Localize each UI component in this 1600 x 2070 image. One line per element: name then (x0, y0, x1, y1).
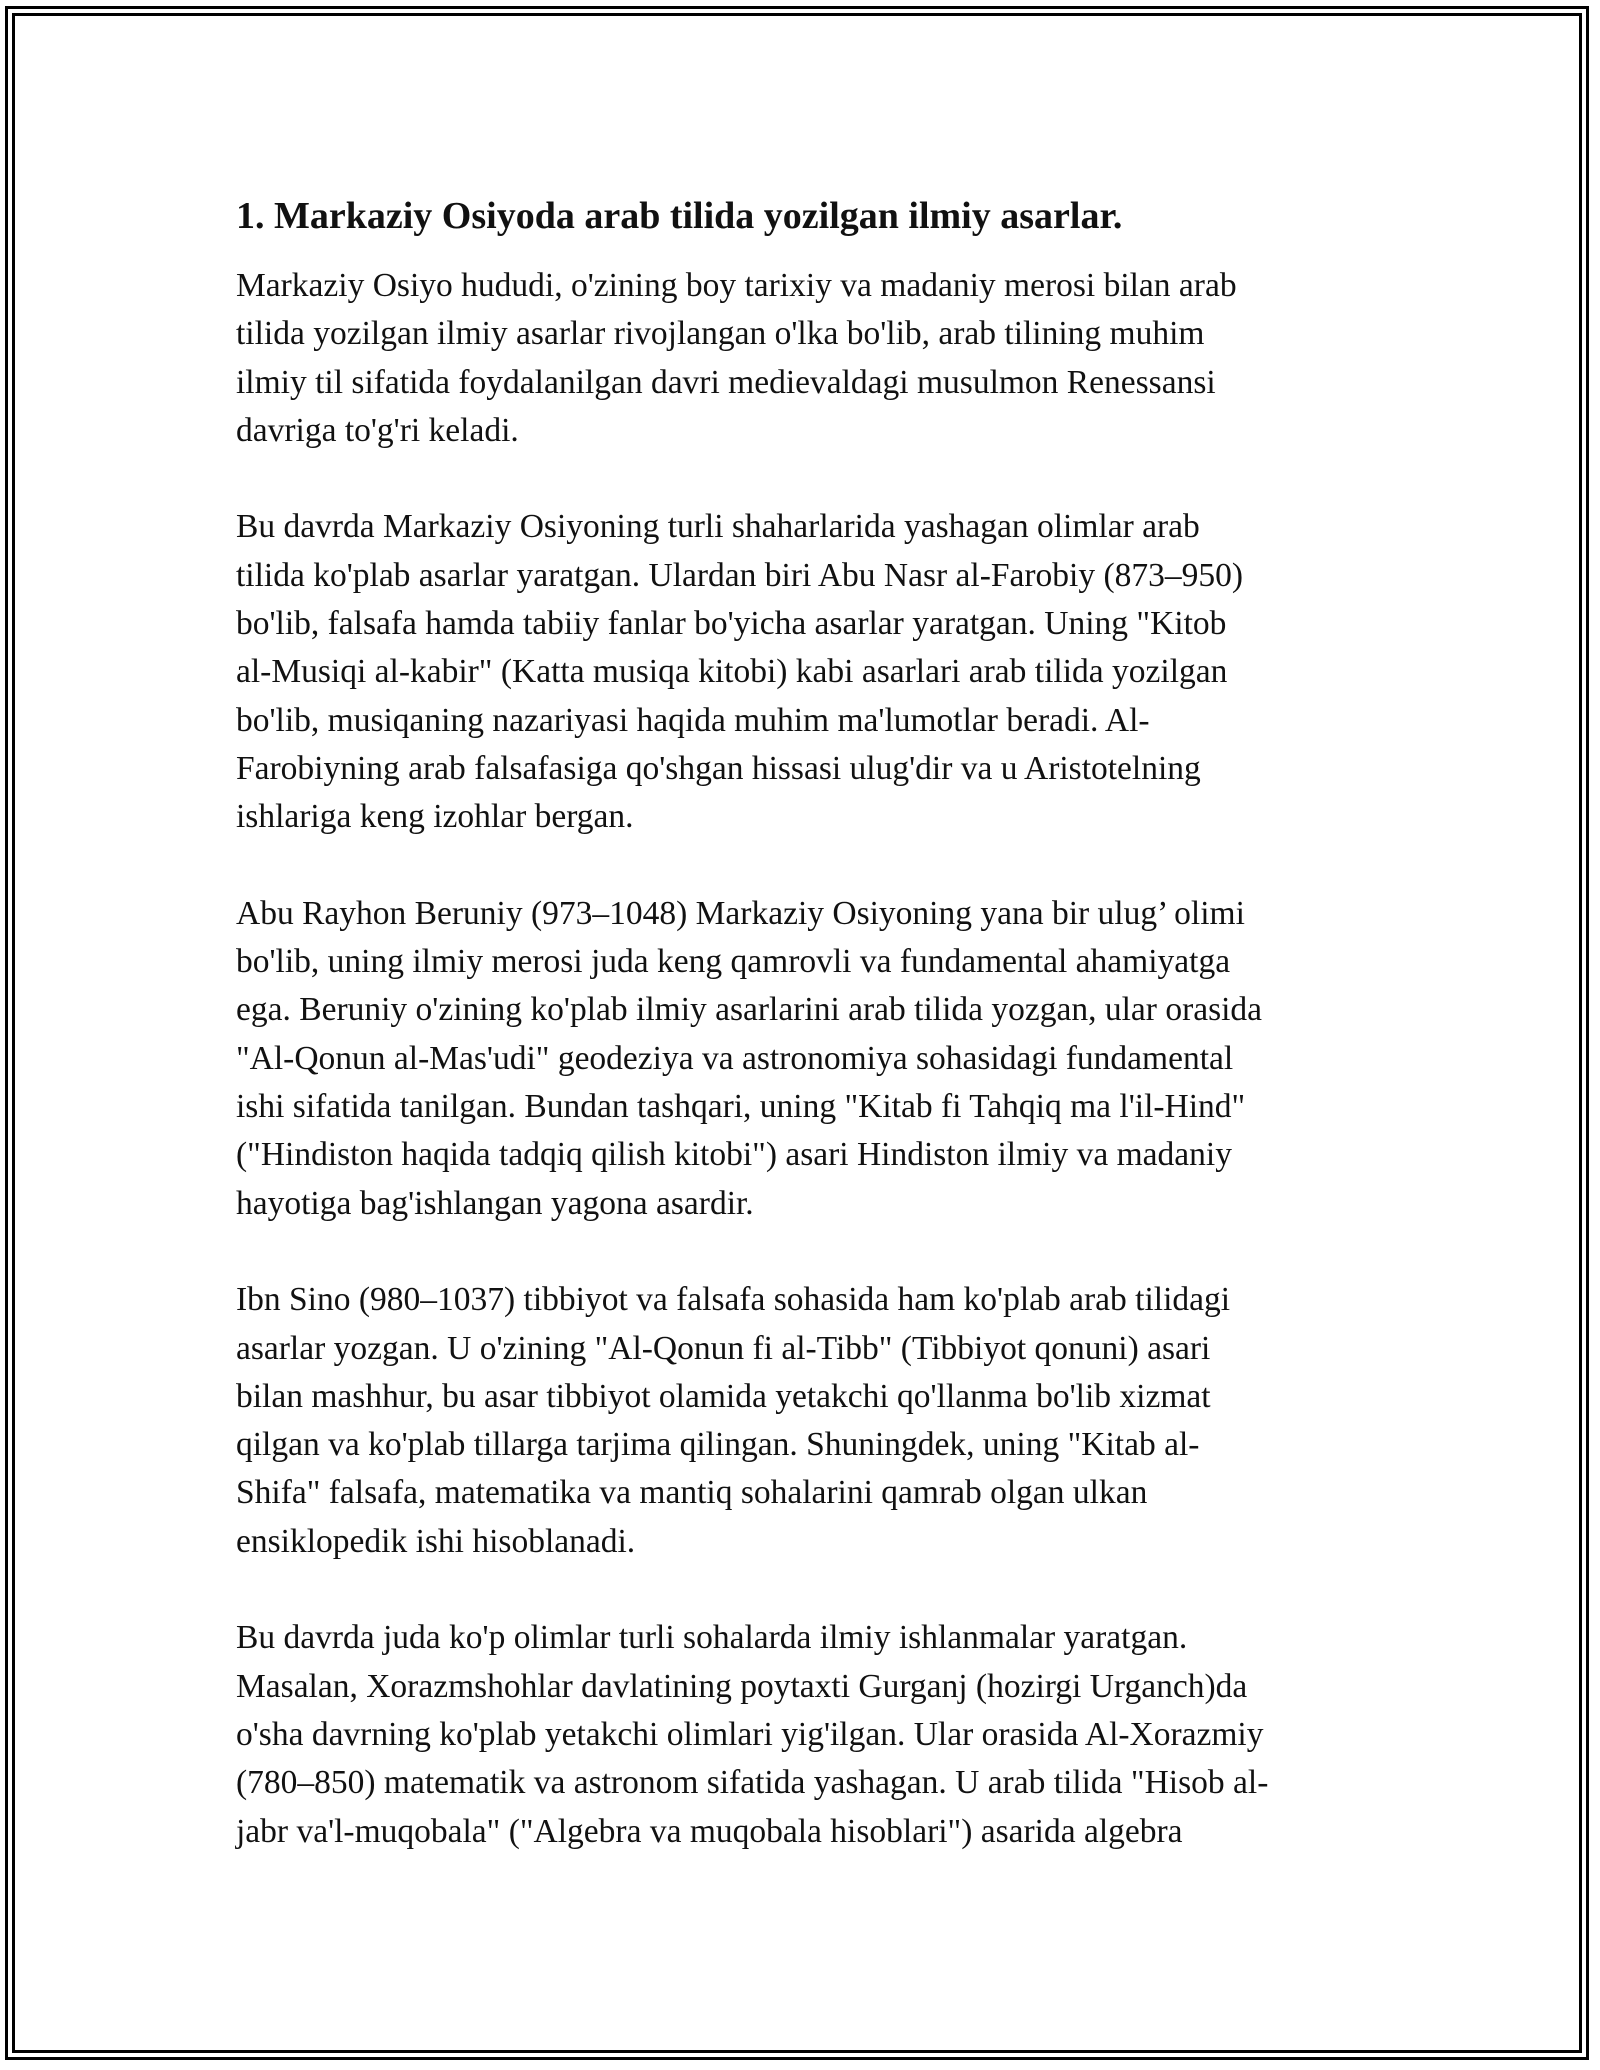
paragraph-line: ensiklopedik ishi hisoblanadi. (236, 1522, 636, 1560)
paragraph-beruniy (236, 890, 1384, 1228)
paragraph-line: bo'lib, uning ilmiy merosi juda keng qamrovli va fundamental ahamiyatga (236, 943, 1231, 981)
paragraph-line: ilmiy til sifatida foydalanilgan davri medievaldagi musulmon Renessansi (236, 363, 1216, 401)
paragraph-line: Shifa" falsafa, matematika va mantiq sohalarini qamrab olgan ulkan (236, 1474, 1148, 1512)
paragraph-line: jabr va'l-muqobala" ("Algebra va muqobala hisoblari") asarida algebra (236, 1812, 1183, 1850)
paragraph-line: bo'lib, musiqaning nazariyasi haqida muhim ma'lumotlar beradi. Al- (236, 701, 1150, 739)
paragraph-line: ishi sifatida tanilgan. Bundan tashqari, uning "Kitab fi Tahqiq ma l'il-Hind" (236, 1088, 1246, 1126)
paragraph-intro (236, 262, 1384, 455)
paragraph-line: Ibn Sino (980–1037) tibbiyot va falsafa sohasida ham ko'plab arab tilidagi (236, 1281, 1231, 1319)
paragraph-line: (780–850) matematik va astronom sifatida yashagan. U arab tilida "Hisob al- (236, 1764, 1269, 1802)
paragraph-line: bo'lib, falsafa hamda tabiiy fanlar bo'yicha asarlar yaratgan. Uning "Kitob (236, 605, 1227, 643)
paragraph-line: Bu davrda juda ko'p olimlar turli sohalarda ilmiy ishlanmalar yaratgan. (236, 1619, 1188, 1657)
paragraph-line: bilan mashhur, bu asar tibbiyot olamida yetakchi qo'llanma bo'lib xizmat (236, 1377, 1211, 1415)
paragraph-ibn-sino (236, 1276, 1384, 1566)
paragraph-line: Masalan, Xorazmshohlar davlatining poytaxti Gurganj (hozirgi Urganch)da (236, 1667, 1248, 1705)
paragraph-line: hayotiga bag'ishlangan yagona asardir. (236, 1184, 754, 1222)
paragraph-line: Farobiyning arab falsafasiga qo'shgan hissasi ulug'dir va u Aristotelning (236, 749, 1201, 787)
paragraph-line: Abu Rayhon Beruniy (973–1048) Markaziy Osiyoning yana bir ulug’ olimi (236, 894, 1245, 932)
paragraph-line: ishlariga keng izohlar bergan. (236, 798, 634, 836)
paragraph-line: davriga to'g'ri keladi. (236, 411, 519, 449)
paragraph-line: qilgan va ko'plab tillarga tarjima qilingan. Shuningdek, uning "Kitab al- (236, 1426, 1200, 1464)
paragraph-line: ega. Beruniy o'zining ko'plab ilmiy asarlarini arab tilida yozgan, ular orasida (236, 991, 1263, 1029)
document-content (236, 190, 1384, 1904)
paragraph-line: Bu davrda Markaziy Osiyoning turli shaharlarida yashagan olimlar arab (236, 508, 1200, 546)
paragraph-farobiy (236, 503, 1384, 841)
paragraph-line: asarlar yozgan. U o'zining "Al-Qonun fi al-Tibb" (Tibbiyot qonuni) asari (236, 1329, 1211, 1367)
paragraph-line: Markaziy Osiyo hududi, o'zining boy tarixiy va madaniy merosi bilan arab (236, 267, 1237, 304)
paragraph-xorazmiy (236, 1614, 1384, 1855)
paragraph-line: tilida yozilgan ilmiy asarlar rivojlangan o'lka bo'lib, arab tilining muhim (236, 315, 1205, 353)
paragraph-line: ("Hindiston haqida tadqiq qilish kitobi") asari Hindiston ilmiy va madaniy (236, 1136, 1232, 1174)
paragraph-line: o'sha davrning ko'plab yetakchi olimlari yig'ilgan. Ular orasida Al-Xorazmiy (236, 1715, 1264, 1753)
section-heading: 1. Markaziy Osiyoda arab tilida yozilgan ilmiy asarlar. (236, 195, 1123, 237)
paragraph-line: al-Musiqi al-kabir" (Katta musiqa kitobi) kabi asarlari arab tilida yozilgan (236, 653, 1228, 691)
paragraph-line: "Al-Qonun al-Mas'udi" geodeziya va astronomiya sohasidagi fundamental (236, 1039, 1234, 1077)
paragraph-line: tilida ko'plab asarlar yaratgan. Ulardan biri Abu Nasr al-Farobiy (873–950) (236, 556, 1244, 594)
